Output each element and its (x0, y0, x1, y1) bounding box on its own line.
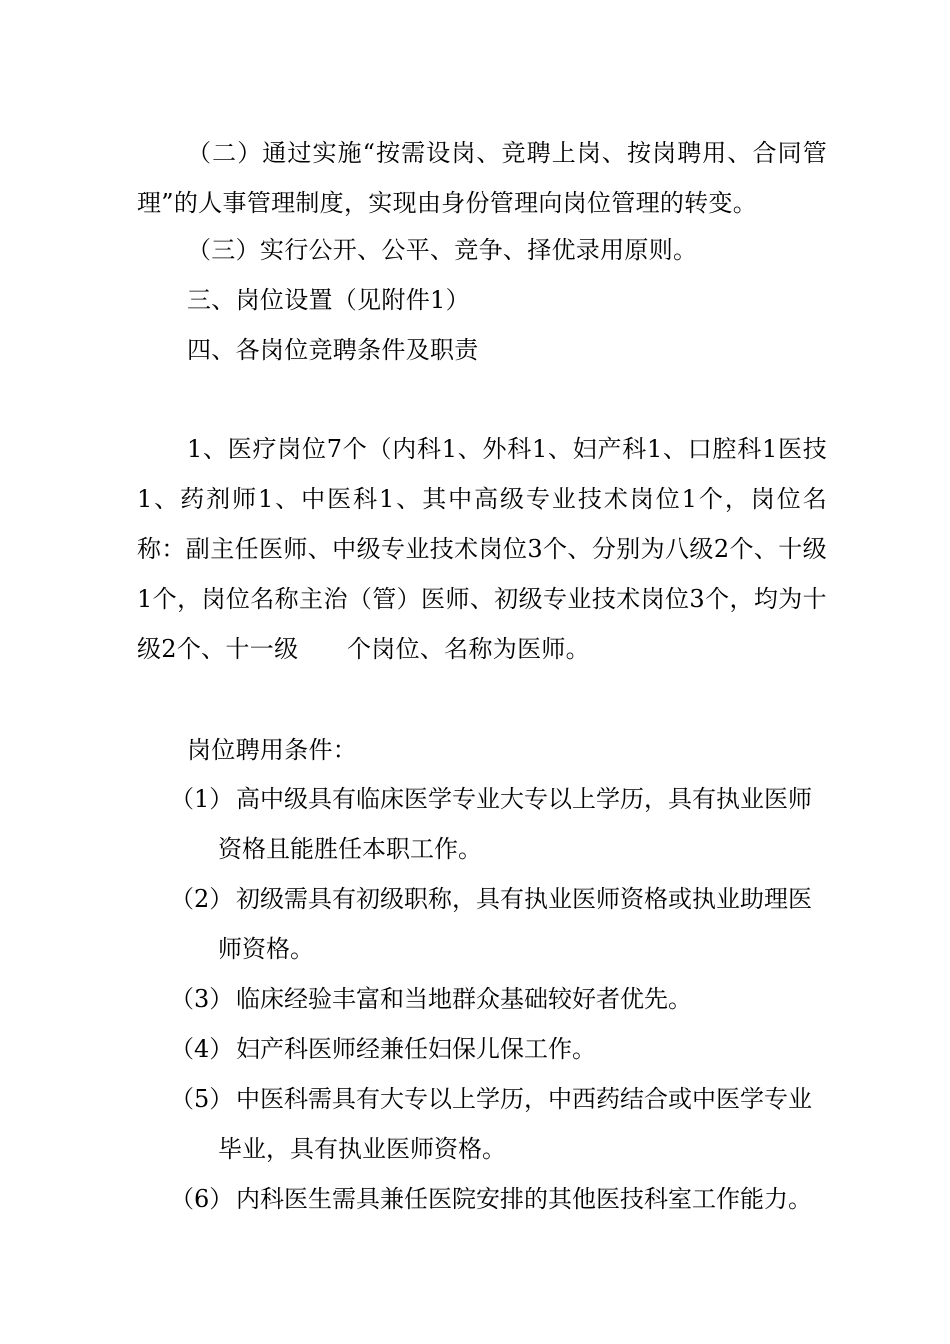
list-item-number: （1） (170, 785, 234, 813)
section-heading-conditions-duties: 四、各岗位竞聘条件及职责 (187, 336, 479, 364)
conditions-title: 岗位聘用条件： (187, 736, 358, 764)
list-item (170, 874, 830, 974)
list-item (170, 974, 830, 1024)
list-item-text: 内科医生需具兼任医院安排的其他医技科室工作能力。 (236, 1185, 812, 1213)
paragraph-medical-posts (137, 424, 827, 674)
list-item-text: 妇产科医师经兼任妇保儿保工作。 (236, 1035, 596, 1063)
list-item-text: 初级需具有初级职称，具有执业医师资格或执业助理医师资格。 (218, 885, 812, 963)
list-item-number: （2） (170, 885, 234, 913)
paragraph-text: （二）通过实施“按需设岗、竞聘上岗、按岗聘用、合同管理”的人事管理制度，实现由身份管理向岗位管理的转变。 (137, 139, 827, 217)
list-item (170, 1174, 830, 1224)
paragraph-personnel-system (137, 128, 827, 228)
list-item-number: （5） (170, 1085, 234, 1113)
list-item (170, 1074, 830, 1174)
section-heading-post-setup: 三、岗位设置（见附件1） (187, 286, 470, 314)
list-item-number: （6） (170, 1185, 234, 1213)
list-item-text: 中医科需具有大专以上学历，中西药结合或中医学专业毕业，具有执业医师资格。 (218, 1085, 812, 1163)
list-item-number: （4） (170, 1035, 234, 1063)
list-item-text: 临床经验丰富和当地群众基础较好者优先。 (236, 985, 692, 1013)
list-item (170, 774, 830, 874)
paragraph-text: 1、医疗岗位7个（内科1、外科1、妇产科1、口腔科1医技1、药剂师1、中医科1、其中高级专业技术岗位1个，岗位名称：副主任医师、中级专业技术岗位3个、分别为八级2个、十级1个，岗位名称主治（管）医师、初级专业技术岗位3个，均为十级2个、十一级 个岗位、名称为医师。 (137, 435, 827, 663)
list-item-number: （3） (170, 985, 234, 1013)
list-item (170, 1024, 830, 1074)
paragraph-principle: （三）实行公开、公平、竞争、择优录用原则。 (187, 236, 698, 264)
list-item-text: 高中级具有临床医学专业大专以上学历，具有执业医师资格且能胜任本职工作。 (218, 785, 812, 863)
